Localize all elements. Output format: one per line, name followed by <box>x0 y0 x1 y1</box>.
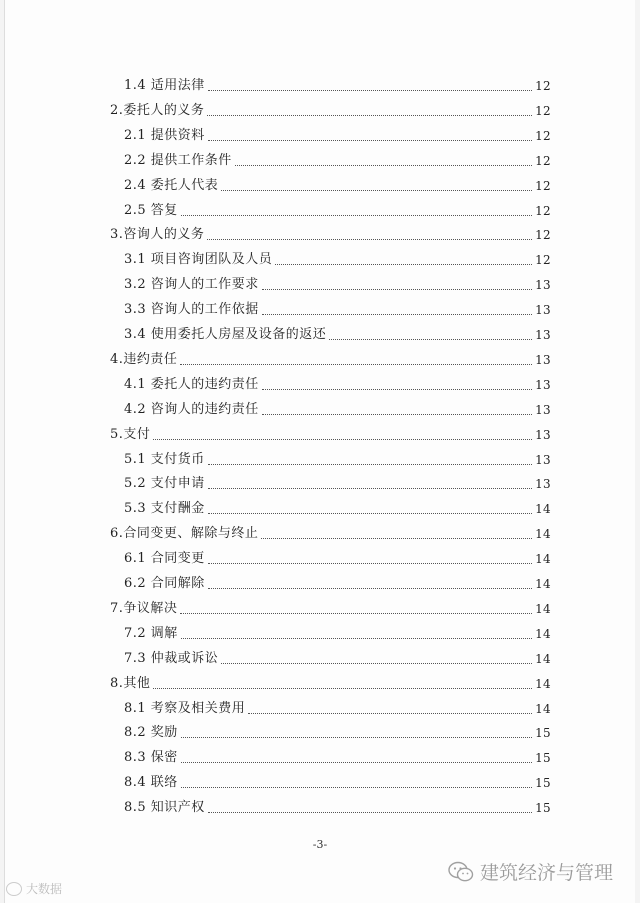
toc-leader-dots <box>181 637 532 639</box>
toc-entry <box>124 697 551 717</box>
toc-entry-label: 5.2 支付申请 <box>124 476 205 492</box>
toc-entry-page: 12 <box>535 178 551 193</box>
toc-entry <box>110 348 551 368</box>
toc-leader-dots <box>208 587 532 589</box>
toc-entry <box>110 597 551 617</box>
toc-entry <box>110 522 551 542</box>
toc-entry-label: 1.4 适用法律 <box>124 78 205 93</box>
toc-entry <box>124 248 551 268</box>
toc-entry <box>110 223 551 243</box>
wechat-icon <box>448 861 474 883</box>
toc-entry-label: 3.3 咨询人的工作依据 <box>124 302 259 318</box>
toc-entry-page: 12 <box>535 253 551 268</box>
weibo-icon <box>6 882 22 896</box>
toc-entry-label: 4.违约责任 <box>110 351 178 367</box>
toc-leader-dots <box>221 189 532 191</box>
toc-entry-page: 12 <box>535 228 551 243</box>
toc-entry-label: 8.4 联络 <box>124 775 178 791</box>
toc-entry <box>124 74 551 94</box>
toc-entry <box>110 672 551 692</box>
toc-leader-dots <box>262 413 532 415</box>
toc-entry-label: 3.4 使用委托人房屋及设备的返还 <box>124 327 327 342</box>
toc-entry-label: 2.1 提供资料 <box>124 127 205 143</box>
toc-entry-label: 5.1 支付货币 <box>124 451 205 467</box>
toc-leader-dots <box>181 786 532 788</box>
toc-entry-page: 12 <box>535 128 551 143</box>
toc-entry-page: 12 <box>535 203 551 218</box>
toc-leader-dots <box>207 114 532 116</box>
toc-entry-page: 13 <box>535 427 551 442</box>
toc-entry <box>124 547 551 567</box>
watermark-right <box>448 858 613 885</box>
toc-entry <box>124 572 551 592</box>
toc-entry-page: 14 <box>535 651 551 666</box>
toc-entry-label: 6.合同变更、解除与终止 <box>110 526 259 542</box>
toc-entry-page: 12 <box>535 79 551 93</box>
toc-entry-page: 14 <box>535 676 551 691</box>
toc-entry-label: 7.争议解决 <box>110 600 178 616</box>
toc-leader-dots <box>181 736 532 738</box>
toc-leader-dots <box>208 463 532 465</box>
toc-entry-label: 2.2 提供工作条件 <box>124 152 232 168</box>
toc-entry-label: 8.5 知识产权 <box>124 800 205 816</box>
toc-leader-dots <box>208 89 532 91</box>
toc-entry-page: 12 <box>535 103 551 118</box>
document-page <box>4 0 635 903</box>
toc-entry <box>124 323 551 343</box>
toc-entry-label: 7.3 仲裁或诉讼 <box>124 650 219 666</box>
toc-entry <box>124 373 551 393</box>
toc-entry-page: 13 <box>535 352 551 367</box>
toc-entry <box>124 174 551 194</box>
toc-entry <box>124 124 551 144</box>
toc-leader-dots <box>208 562 532 564</box>
toc-leader-dots <box>207 238 532 240</box>
toc-entry <box>124 796 551 816</box>
toc-entry-page: 13 <box>535 303 551 318</box>
toc-entry-label: 6.1 合同变更 <box>124 551 205 567</box>
toc-entry-label: 3.咨询人的义务 <box>110 227 205 243</box>
toc-entry-page: 13 <box>535 278 551 293</box>
toc-entry-label: 6.2 合同解除 <box>124 576 205 591</box>
toc-entry-label: 2.委托人的义务 <box>110 102 205 118</box>
toc-entry-page: 13 <box>535 452 551 467</box>
toc-entry-page: 12 <box>535 153 551 168</box>
toc-entry <box>110 99 551 119</box>
toc-entry-page: 15 <box>535 751 551 766</box>
toc-leader-dots <box>235 164 532 166</box>
toc-leader-dots <box>181 214 532 216</box>
toc-leader-dots <box>221 662 532 664</box>
toc-entry <box>124 721 551 741</box>
toc-entry-page: 14 <box>535 527 551 542</box>
toc-leader-dots <box>208 811 532 813</box>
toc-entry-label: 4.1 委托人的违约责任 <box>124 376 259 392</box>
toc-entry-page: 14 <box>535 701 551 716</box>
toc-leader-dots <box>275 263 532 265</box>
toc-entry-label: 2.4 委托人代表 <box>124 177 219 193</box>
toc-leader-dots <box>261 537 532 539</box>
toc-entry-page: 14 <box>535 626 551 641</box>
toc-entry-page: 13 <box>535 402 551 417</box>
toc-entry-label: 7.2 调解 <box>124 625 178 641</box>
toc-leader-dots <box>153 438 532 440</box>
toc-entry <box>124 398 551 418</box>
toc-entry-page: 14 <box>535 577 551 591</box>
toc-entry-page: 13 <box>535 328 551 342</box>
toc-entry-page: 13 <box>535 477 551 492</box>
toc-entry <box>124 746 551 766</box>
toc-entry <box>124 199 551 219</box>
toc-entry-label: 4.2 咨询人的违约责任 <box>124 401 259 417</box>
watermark-left <box>6 880 62 897</box>
toc-entry-page: 15 <box>535 726 551 741</box>
toc-entry <box>124 497 551 517</box>
toc-entry <box>124 647 551 667</box>
toc-leader-dots <box>262 388 532 390</box>
toc-entry <box>110 423 551 443</box>
toc-leader-dots <box>329 338 532 340</box>
toc-entry-label: 8.其他 <box>110 675 151 691</box>
toc-entry-label: 2.5 答复 <box>124 202 178 218</box>
toc-entry <box>124 298 551 318</box>
toc-leader-dots <box>153 687 532 689</box>
toc-entry <box>124 622 551 642</box>
toc-entry-label: 3.1 项目咨询团队及人员 <box>124 252 273 268</box>
toc-entry-label: 8.3 保密 <box>124 750 178 766</box>
toc-leader-dots <box>262 288 532 290</box>
toc-entry-label: 3.2 咨询人的工作要求 <box>124 277 259 293</box>
toc-entry-page: 14 <box>535 552 551 567</box>
toc-entry-label: 5.支付 <box>110 426 151 442</box>
toc-entry-page: 14 <box>535 601 551 616</box>
toc-leader-dots <box>208 512 532 514</box>
toc-leader-dots <box>262 313 532 315</box>
toc-entry-page: 15 <box>535 801 551 816</box>
toc-leader-dots <box>180 363 532 365</box>
toc-leader-dots <box>181 761 532 763</box>
watermark-right-text: 建筑经济与管理 <box>480 862 614 884</box>
toc-entry-page: 13 <box>535 377 551 392</box>
toc-entry <box>124 448 551 468</box>
toc-entry <box>124 771 551 791</box>
watermark-left-text: 大数据 <box>26 882 63 896</box>
toc-leader-dots <box>208 139 532 141</box>
toc-leader-dots <box>180 612 532 614</box>
toc-entry <box>124 149 551 169</box>
toc-entry <box>124 472 551 492</box>
toc-entry-label: 8.1 考察及相关费用 <box>124 700 246 716</box>
toc-entry-page: 15 <box>535 776 551 791</box>
toc-entry-label: 5.3 支付酬金 <box>124 501 205 517</box>
toc-leader-dots <box>208 487 532 489</box>
toc-leader-dots <box>248 712 532 714</box>
toc-entry-page: 14 <box>535 502 551 517</box>
toc-entry <box>124 273 551 293</box>
toc-entry-label: 8.2 奖励 <box>124 725 178 741</box>
page-number: -3- <box>312 838 328 851</box>
